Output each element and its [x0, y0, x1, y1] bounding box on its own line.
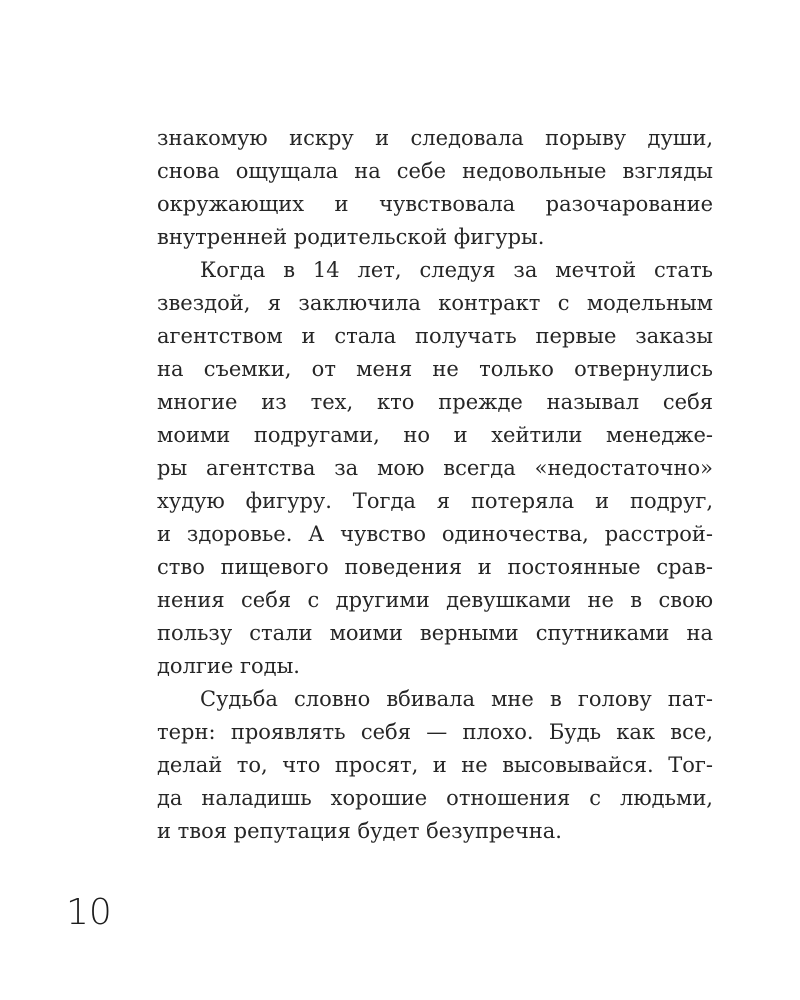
text-line: ры агентства за мою всегда «недостаточно»: [157, 456, 713, 480]
text-line: да наладишь хорошие отношения с людьми,: [157, 786, 713, 810]
body-text: [157, 122, 713, 848]
paragraph-3: [157, 683, 713, 848]
text-line: Когда в 14 лет, следуя за мечтой стать: [200, 258, 713, 282]
text-line: окружающих и чувствовала разочарование: [157, 192, 713, 216]
text-line: внутренней родительской фигуры.: [157, 225, 545, 249]
text-line: пользу стали моими верными спутниками на: [157, 621, 713, 645]
text-line: и твоя репутация будет безупречна.: [157, 819, 562, 843]
page-number: 10: [66, 892, 112, 933]
text-line: агентством и стала получать первые заказы: [157, 324, 713, 348]
text-line: звездой, я заключила контракт с модельным: [157, 291, 713, 315]
text-line: и здоровье. А чувство одиночества, расстрой-: [157, 522, 713, 546]
text-line: на съемки, от меня не только отвернулись: [157, 357, 713, 381]
text-line: делай то, что просят, и не высовывайся. Тог-: [157, 753, 713, 777]
text-line: терн: проявлять себя — плохо. Будь как все,: [157, 720, 713, 744]
text-line: знакомую искру и следовала порыву души,: [157, 126, 713, 150]
text-line: снова ощущала на себе недовольные взгляды: [157, 159, 713, 183]
text-line: ство пищевого поведения и постоянные срав-: [157, 555, 713, 579]
text-line: моими подругами, но и хейтили менедже-: [157, 423, 713, 447]
text-line: долгие годы.: [157, 654, 300, 678]
text-line: Судьба словно вбивала мне в голову пат-: [200, 687, 713, 711]
text-line: худую фигуру. Тогда я потеряла и подруг,: [157, 489, 713, 513]
text-line: нения себя с другими девушками не в свою: [157, 588, 713, 612]
text-line: многие из тех, кто прежде называл себя: [157, 390, 713, 414]
paragraph-2: [157, 254, 713, 683]
paragraph-1: [157, 122, 713, 254]
